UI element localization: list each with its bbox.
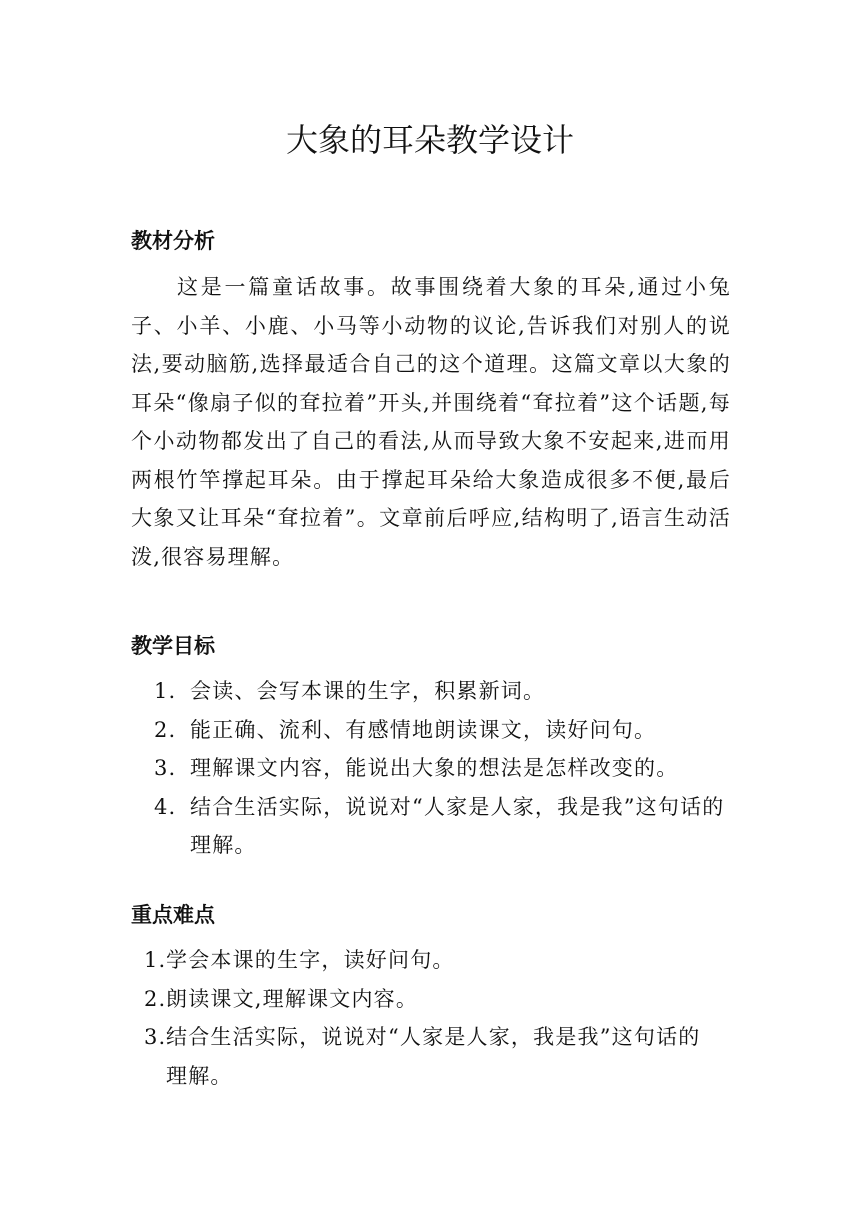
list-item-number: 2. [144, 986, 167, 1011]
list-item-number: 1. [144, 948, 167, 972]
list-item-text: 理解课文内容，能说出大象的想法是怎样改变的。 [190, 756, 679, 780]
key-points-list [144, 941, 714, 1095]
list-item-number: 4. [154, 794, 177, 819]
page-title: 大象的耳朵教学设计 [285, 121, 574, 159]
list-item-text: 学会本课的生字，读好问句。 [166, 948, 455, 972]
list-item-number: 3. [144, 1025, 167, 1049]
list-item [154, 672, 734, 711]
goals-list [154, 672, 734, 865]
list-item [144, 980, 714, 1019]
list-item-text: 结合生活实际，说说对“人家是人家，我是我”这句话的理解。 [166, 1025, 701, 1088]
list-item-number: 2. [154, 717, 177, 742]
list-item-text: 结合生活实际，说说对“人家是人家，我是我”这句话的理解。 [190, 794, 725, 857]
section-heading-goals: 教学目标 [131, 634, 215, 658]
section-heading-key-points: 重点难点 [131, 903, 215, 927]
list-item-text: 会读、会写本课的生字，积累新词。 [190, 679, 546, 703]
list-item [154, 749, 734, 788]
section-heading-analysis: 教材分析 [131, 229, 215, 253]
list-item-number: 3. [154, 756, 177, 780]
list-item-text: 朗读课文,理解课文内容。 [166, 986, 419, 1011]
list-item [144, 1018, 714, 1095]
list-item [154, 788, 734, 865]
list-item [154, 711, 734, 750]
list-item [144, 941, 714, 980]
analysis-paragraph: 这是一篇童话故事。故事围绕着大象的耳朵,通过小兔子、小羊、小鹿、小马等小动物的议论,告诉我们对别人的说法,要动脑筋,选择最适合自己的这个道理。这篇文章以大象的耳朵“像扇子似的耷拉着”开头,并围绕着“耷拉着”这个话题,每个小动物都发出了自己的看法,从而导致大象不安起来,进而用两根竹竿撑起耳朵。由于撑起耳朵给大象造成很多不便,最后大象又让耳朵“耷拉着”。文章前后呼应,结构明了,语言生动活泼,很容易理解。 [131, 275, 731, 569]
list-item-number: 1. [154, 679, 177, 703]
list-item-text: 能正确、流利、有感情地朗读课文，读好问句。 [190, 717, 657, 742]
